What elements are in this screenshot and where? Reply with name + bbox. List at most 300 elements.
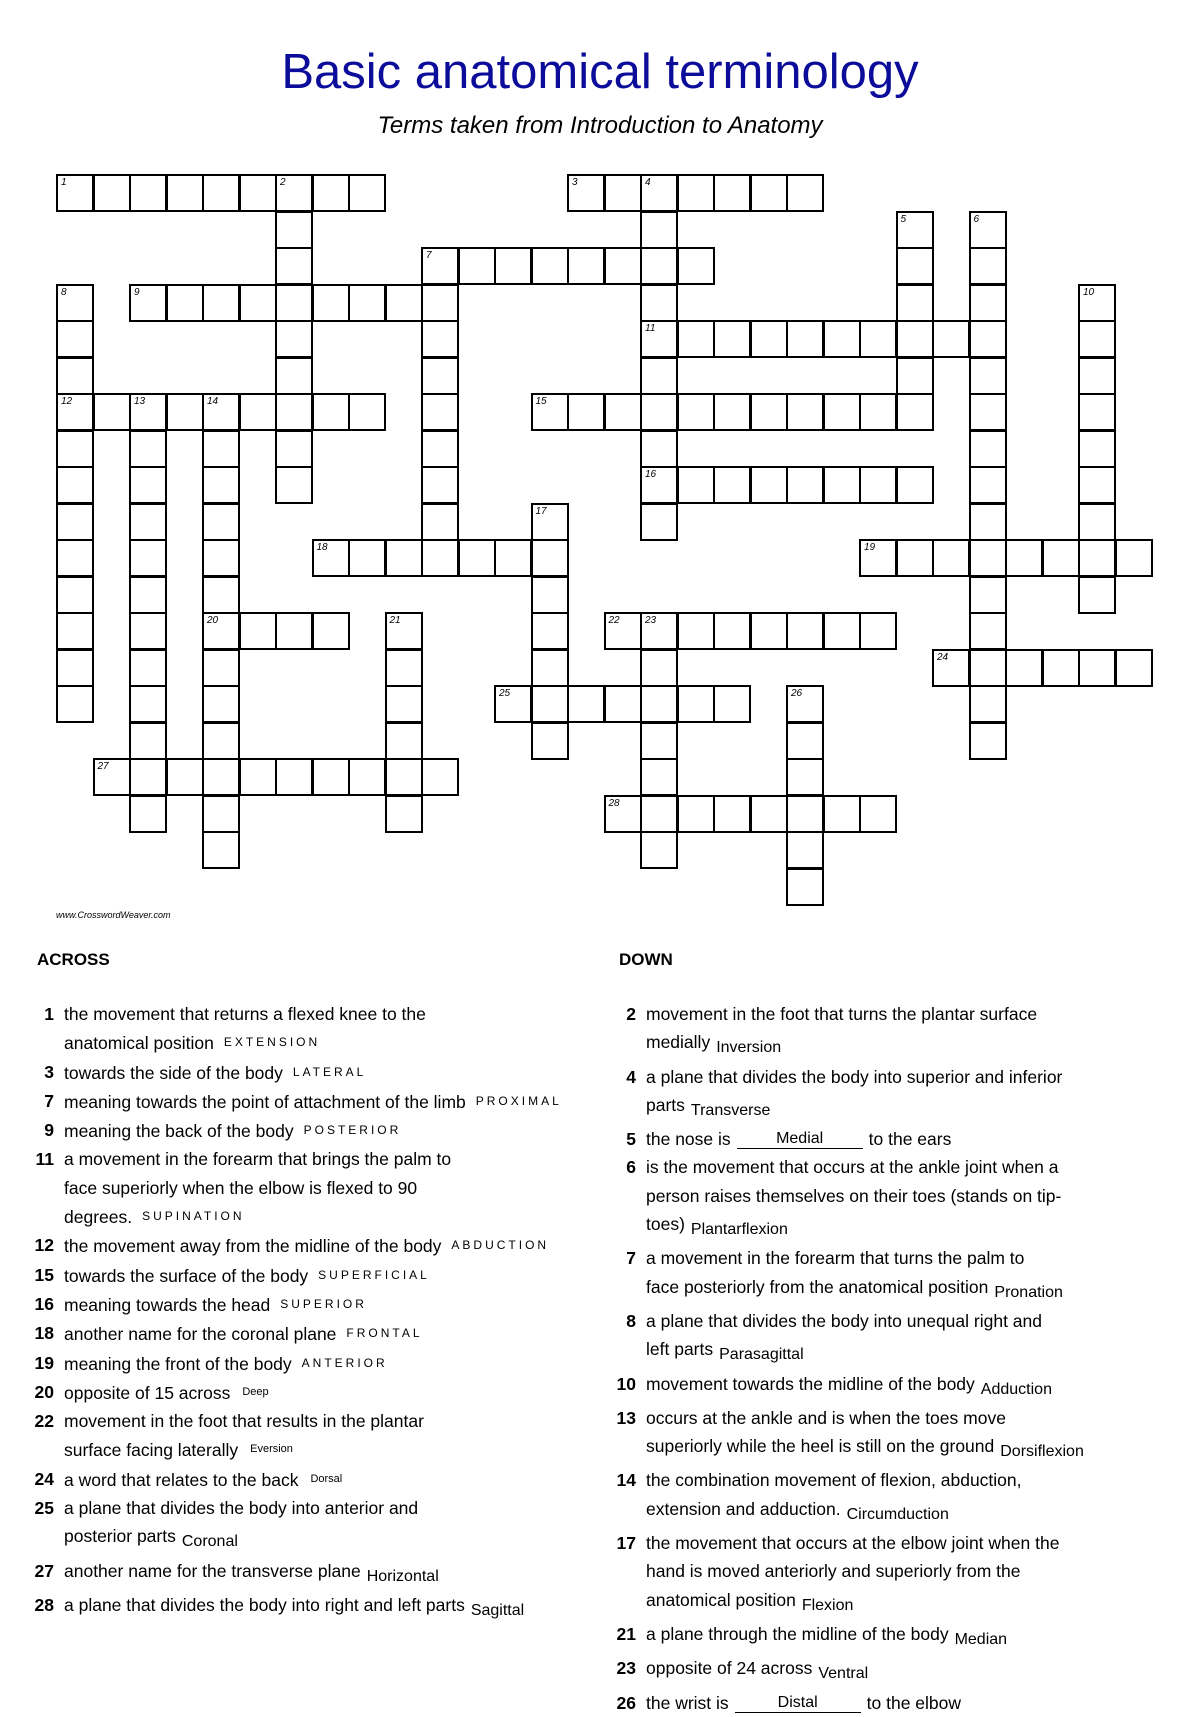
cell-number: 1	[61, 177, 67, 188]
cell-number: 3	[572, 177, 578, 188]
crossword-cell[interactable]	[56, 576, 94, 614]
crossword-cell[interactable]	[56, 685, 94, 723]
cell-number: 5	[900, 213, 907, 225]
crossword-cell[interactable]	[56, 503, 94, 541]
crossword-cell[interactable]	[421, 357, 459, 395]
across-clue-3	[28, 1058, 588, 1087]
clue-answer[interactable]: Horizontal	[366, 1567, 439, 1585]
crossword-cell[interactable]	[202, 576, 240, 614]
crossword-cell[interactable]	[1115, 539, 1153, 577]
crossword-cell[interactable]	[677, 795, 715, 833]
crossword-cell[interactable]	[275, 430, 313, 468]
crossword-cell[interactable]	[640, 649, 678, 687]
crossword-cell[interactable]	[1078, 539, 1116, 577]
crossword-cell[interactable]	[275, 612, 313, 650]
crossword-cell[interactable]	[531, 503, 569, 541]
cell-number: 18	[316, 542, 328, 553]
crossword-cell[interactable]	[129, 466, 167, 504]
crossword-cell[interactable]	[969, 211, 1007, 249]
crossword-cell[interactable]	[1078, 393, 1116, 431]
crossword-cell[interactable]	[56, 430, 94, 468]
down-clue-2	[610, 1000, 1170, 1063]
crossword-cell[interactable]	[640, 247, 678, 285]
across-clue-24	[28, 1465, 588, 1494]
cell-number: 8	[61, 286, 67, 298]
crossword-cell[interactable]	[859, 612, 897, 650]
crossword-cell[interactable]	[932, 320, 970, 358]
crossword-cell[interactable]	[458, 247, 496, 285]
clue-text-line: face posteriorly from the anatomical position Pronation	[646, 1276, 1063, 1301]
crossword-cell[interactable]	[348, 174, 386, 212]
clue-answer[interactable]: Adduction	[980, 1380, 1052, 1398]
clue-text-line: extension and adduction. Circumduction	[646, 1498, 949, 1523]
clue-number: 4	[626, 1066, 636, 1087]
clue-text: to the ears	[868, 1129, 952, 1150]
crossword-cell[interactable]	[312, 758, 350, 796]
crossword-cell[interactable]	[129, 612, 167, 650]
crossword-cell[interactable]	[786, 795, 824, 833]
clue-text-line: superiorly while the heel is still on the ground Dorsiflexion	[646, 1436, 1084, 1461]
crossword-cell[interactable]	[640, 722, 678, 760]
clue-answer[interactable]: SUPERFICIAL	[318, 1267, 430, 1282]
crossword-cell[interactable]	[166, 758, 204, 796]
crossword-cell[interactable]	[93, 758, 131, 796]
crossword-cell[interactable]	[202, 758, 240, 796]
down-clue-14	[610, 1466, 1170, 1529]
crossword-cell[interactable]	[56, 393, 94, 431]
crossword-cell[interactable]	[969, 612, 1007, 650]
crossword-cell[interactable]	[348, 393, 386, 431]
crossword-cell[interactable]	[932, 649, 970, 687]
crossword-cell[interactable]	[56, 320, 94, 358]
clue-answer[interactable]: Plantarflexion	[690, 1221, 788, 1239]
crossword-cell[interactable]	[421, 393, 459, 431]
clue-answer[interactable]: ABDUCTION	[451, 1238, 550, 1253]
crossword-cell[interactable]	[896, 211, 934, 249]
crossword-cell[interactable]	[604, 612, 642, 650]
crossword-cell[interactable]	[859, 539, 897, 577]
clue-text-line: the movement that returns a flexed knee to the	[64, 1004, 426, 1024]
clue-answer[interactable]: SUPINATION	[142, 1209, 245, 1224]
crossword-cell[interactable]	[275, 393, 313, 431]
crossword-cell[interactable]	[750, 320, 788, 358]
down-clue-17	[610, 1529, 1170, 1620]
crossword-cell[interactable]	[750, 795, 788, 833]
crossword-cell[interactable]	[823, 612, 861, 650]
crossword-cell[interactable]	[275, 247, 313, 285]
crossword-cell[interactable]	[56, 174, 94, 212]
down-clue-26	[610, 1689, 1170, 1717]
crossword-cell[interactable]	[348, 284, 386, 322]
crossword-cell[interactable]	[202, 284, 240, 322]
crossword-cell[interactable]	[640, 211, 678, 249]
crossword-cell[interactable]	[786, 758, 824, 796]
crossword-cell[interactable]	[859, 795, 897, 833]
crossword-cell[interactable]	[421, 466, 459, 504]
clue-answer[interactable]: SUPERIOR	[280, 1296, 367, 1311]
crossword-cell[interactable]	[677, 174, 715, 212]
crossword-cell[interactable]	[713, 320, 751, 358]
crossword-cell[interactable]	[166, 393, 204, 431]
clue-text-line: another name for the transverse plane Horizontal	[64, 1560, 439, 1585]
crossword-cell[interactable]	[494, 685, 532, 723]
clue-number: 13	[616, 1407, 636, 1428]
crossword-cell[interactable]	[239, 758, 277, 796]
clue-answer[interactable]: Median	[954, 1630, 1008, 1648]
clue-text-line: movement in the foot that results in the plantar	[64, 1411, 424, 1432]
crossword-cell[interactable]	[750, 393, 788, 431]
clue-answer[interactable]: EXTENSION	[223, 1035, 321, 1050]
clue-answer[interactable]: Sagittal	[470, 1601, 525, 1619]
crossword-cell[interactable]	[786, 612, 824, 650]
crossword-cell[interactable]	[713, 174, 751, 212]
crossword-cell[interactable]	[494, 539, 532, 577]
crossword-cell[interactable]	[640, 795, 678, 833]
crossword-cell[interactable]	[166, 174, 204, 212]
crossword-cell[interactable]	[1078, 503, 1116, 541]
crossword-cell[interactable]	[385, 758, 423, 796]
crossword-cell[interactable]	[202, 174, 240, 212]
clue-text-line: posterior parts Coronal	[64, 1526, 238, 1551]
crossword-cell[interactable]	[786, 320, 824, 358]
crossword-cell[interactable]	[312, 284, 350, 322]
crossword-cell[interactable]	[421, 539, 459, 577]
crossword-cell[interactable]	[567, 247, 605, 285]
down-clue-8	[610, 1307, 1170, 1370]
crossword-cell[interactable]	[1078, 576, 1116, 614]
crossword-cell[interactable]	[969, 247, 1007, 285]
crossword-cell[interactable]	[896, 357, 934, 395]
clue-number: 2	[626, 1004, 636, 1024]
crossword-cell[interactable]	[275, 211, 313, 249]
crossword-cell[interactable]	[1078, 320, 1116, 358]
crossword-cell[interactable]	[385, 649, 423, 687]
crossword-cell[interactable]	[202, 831, 240, 869]
across-clue-12	[28, 1231, 588, 1260]
crossword-cell[interactable]	[531, 576, 569, 614]
crossword-cell[interactable]	[677, 685, 715, 723]
crossword-cell[interactable]	[713, 466, 751, 504]
clue-number: 27	[34, 1560, 54, 1581]
crossword-cell[interactable]	[531, 393, 569, 431]
clue-number: 28	[34, 1594, 54, 1615]
crossword-cell[interactable]	[750, 612, 788, 650]
across-clue-22	[28, 1407, 588, 1465]
clue-text-line: medially Inversion	[646, 1032, 782, 1057]
crossword-cell[interactable]	[640, 758, 678, 796]
crossword-cell[interactable]	[567, 393, 605, 431]
across-clue-11	[28, 1145, 588, 1231]
crossword-cell[interactable]	[1042, 649, 1080, 687]
crossword-cell[interactable]	[1115, 649, 1153, 687]
crossword-cell[interactable]	[969, 685, 1007, 723]
crossword-cell[interactable]	[604, 685, 642, 723]
clue-answer[interactable]: Transverse	[690, 1101, 771, 1119]
crossword-cell[interactable]	[640, 831, 678, 869]
crossword-cell[interactable]	[531, 685, 569, 723]
crossword-cell[interactable]	[202, 722, 240, 760]
crossword-cell[interactable]	[202, 430, 240, 468]
crossword-cell[interactable]	[202, 795, 240, 833]
crossword-cell[interactable]	[969, 357, 1007, 395]
crossword-cell[interactable]	[859, 466, 897, 504]
clue-answer[interactable]: Dorsiflexion	[1000, 1443, 1084, 1461]
crossword-cell[interactable]	[202, 649, 240, 687]
crossword-cell[interactable]	[567, 685, 605, 723]
clue-answer[interactable]: Flexion	[801, 1596, 854, 1614]
crossword-cell[interactable]	[1078, 284, 1116, 322]
clue-number: 23	[616, 1658, 636, 1679]
crossword-cell[interactable]	[1078, 357, 1116, 395]
clue-answer[interactable]: LATERAL	[292, 1064, 367, 1079]
crossword-cell[interactable]	[969, 393, 1007, 431]
crossword-cell[interactable]	[677, 320, 715, 358]
crossword-cell[interactable]	[677, 393, 715, 431]
clue-text-line: occurs at the ankle and is when the toes move	[646, 1407, 1006, 1428]
crossword-cell[interactable]	[166, 284, 204, 322]
crossword-cell[interactable]	[129, 685, 167, 723]
clue-answer[interactable]: Parasagittal	[719, 1346, 804, 1364]
crossword-cell[interactable]	[129, 430, 167, 468]
clue-answer[interactable]: Eversion	[250, 1443, 293, 1456]
crossword-cell[interactable]	[1005, 539, 1043, 577]
crossword-cell[interactable]	[129, 649, 167, 687]
crossword-cell[interactable]	[969, 466, 1007, 504]
crossword-cell[interactable]	[421, 284, 459, 322]
crossword-cell[interactable]	[604, 247, 642, 285]
crossword-cell[interactable]	[1078, 466, 1116, 504]
clue-answer[interactable]: Coronal	[181, 1533, 238, 1551]
across-clue-16	[28, 1290, 588, 1319]
crossword-cell[interactable]	[640, 503, 678, 541]
crossword-cell[interactable]	[713, 612, 751, 650]
crossword-cell[interactable]	[640, 357, 678, 395]
crossword-cell[interactable]	[129, 758, 167, 796]
crossword-cell[interactable]	[969, 320, 1007, 358]
crossword-cell[interactable]	[823, 320, 861, 358]
crossword-cell[interactable]	[348, 539, 386, 577]
clue-answer[interactable]: FRONTAL	[346, 1326, 423, 1341]
crossword-cell[interactable]	[56, 649, 94, 687]
crossword-cell[interactable]	[677, 612, 715, 650]
crossword-cell[interactable]	[202, 503, 240, 541]
crossword-cell[interactable]	[1042, 539, 1080, 577]
crossword-cell[interactable]	[969, 430, 1007, 468]
crossword-cell[interactable]	[640, 685, 678, 723]
clue-number: 1	[44, 1004, 54, 1024]
across-clue-25	[28, 1494, 588, 1557]
crossword-cell[interactable]	[677, 247, 715, 285]
crossword-cell[interactable]	[239, 393, 277, 431]
clue-text-line: meaning the front of the body ANTERIOR	[64, 1353, 388, 1374]
cell-number: 4	[645, 177, 651, 188]
crossword-cell[interactable]	[713, 685, 751, 723]
crossword-cell[interactable]	[786, 722, 824, 760]
crossword-cell[interactable]	[93, 174, 131, 212]
crossword-cell[interactable]	[348, 758, 386, 796]
crossword-cell[interactable]	[129, 722, 167, 760]
crossword-cell[interactable]	[202, 612, 240, 650]
crossword-cell[interactable]	[129, 576, 167, 614]
clue-answer-blank[interactable]: Distal	[735, 1694, 861, 1713]
clue-answer[interactable]: Pronation	[994, 1283, 1063, 1301]
crossword-cell[interactable]	[823, 795, 861, 833]
clue-answer[interactable]: Ventral	[818, 1665, 869, 1683]
crossword-cell[interactable]	[421, 430, 459, 468]
crossword-cell[interactable]	[604, 795, 642, 833]
clue-answer[interactable]: Dorsal	[310, 1472, 343, 1485]
clue-answer[interactable]: Deep	[242, 1385, 269, 1398]
crossword-cell[interactable]	[640, 612, 678, 650]
crossword-cell[interactable]	[896, 247, 934, 285]
crossword-cell[interactable]	[421, 503, 459, 541]
crossword-cell[interactable]	[713, 795, 751, 833]
clue-answer[interactable]: POSTERIOR	[303, 1123, 402, 1138]
crossword-cell[interactable]	[786, 393, 824, 431]
clue-number: 7	[626, 1248, 636, 1269]
crossword-cell[interactable]	[129, 503, 167, 541]
crossword-cell[interactable]	[56, 357, 94, 395]
crossword-cell[interactable]	[202, 685, 240, 723]
crossword-cell[interactable]	[385, 685, 423, 723]
crossword-cell[interactable]	[604, 393, 642, 431]
crossword-cell[interactable]	[421, 320, 459, 358]
crossword-cell[interactable]	[275, 357, 313, 395]
down-clue-10	[610, 1370, 1170, 1404]
crossword-cell[interactable]	[239, 284, 277, 322]
crossword-cell[interactable]	[896, 393, 934, 431]
clue-text-line: a word that relates to the back $^{Dorsal}$	[64, 1469, 343, 1490]
crossword-cell[interactable]	[750, 466, 788, 504]
crossword-cell[interactable]	[567, 174, 605, 212]
crossword-cell[interactable]	[93, 393, 131, 431]
crossword-cell[interactable]	[129, 539, 167, 577]
crossword-cell[interactable]	[786, 466, 824, 504]
crossword-cell[interactable]	[969, 576, 1007, 614]
crossword-cell[interactable]	[421, 247, 459, 285]
crossword-cell[interactable]	[786, 174, 824, 212]
crossword-cell[interactable]	[239, 612, 277, 650]
clue-answer[interactable]: Inversion	[716, 1039, 782, 1057]
crossword-cell[interactable]	[640, 393, 678, 431]
crossword-cell[interactable]	[531, 612, 569, 650]
clue-number: 25	[34, 1498, 54, 1519]
crossword-cell[interactable]	[640, 320, 678, 358]
crossword-cell[interactable]	[494, 247, 532, 285]
crossword-cell[interactable]	[202, 466, 240, 504]
crossword-cell[interactable]	[640, 430, 678, 468]
clue-answer[interactable]: ANTERIOR	[301, 1355, 388, 1370]
crossword-cell[interactable]	[604, 174, 642, 212]
crossword-cell[interactable]	[640, 466, 678, 504]
clue-number: 12	[34, 1235, 54, 1256]
clue-answer[interactable]: PROXIMAL	[475, 1093, 562, 1108]
clue-answer-blank[interactable]: Medial	[737, 1130, 863, 1149]
across-clue-1	[28, 1000, 588, 1058]
crossword-cell[interactable]	[56, 612, 94, 650]
across-clue-18	[28, 1319, 588, 1348]
crossword-cell[interactable]	[786, 831, 824, 869]
crossword-cell[interactable]	[969, 649, 1007, 687]
crossword-cell[interactable]	[202, 539, 240, 577]
crossword-cell[interactable]	[385, 284, 423, 322]
crossword-cell[interactable]	[896, 320, 934, 358]
crossword-cell[interactable]	[823, 466, 861, 504]
cell-number: 26	[791, 688, 803, 699]
crossword-cell[interactable]	[677, 466, 715, 504]
crossword-cell[interactable]	[896, 466, 934, 504]
crossword-cell[interactable]	[239, 174, 277, 212]
crossword-cell[interactable]	[713, 393, 751, 431]
crossword-cell[interactable]	[421, 758, 459, 796]
crossword-cell[interactable]	[969, 503, 1007, 541]
cell-number: 12	[61, 396, 73, 407]
crossword-cell[interactable]	[896, 539, 934, 577]
crossword-cell[interactable]	[385, 612, 423, 650]
crossword-cell[interactable]	[56, 539, 94, 577]
crossword-cell[interactable]	[275, 284, 313, 322]
crossword-cell[interactable]	[275, 466, 313, 504]
crossword-cell[interactable]	[312, 174, 350, 212]
crossword-cell[interactable]	[932, 539, 970, 577]
crossword-cell[interactable]	[312, 393, 350, 431]
crossword-cell[interactable]	[129, 393, 167, 431]
crossword-cell[interactable]	[823, 393, 861, 431]
crossword-cell[interactable]	[129, 174, 167, 212]
crossword-cell[interactable]	[275, 174, 313, 212]
crossword-cell[interactable]	[969, 539, 1007, 577]
crossword-cell[interactable]	[786, 685, 824, 723]
down-clue-23	[610, 1654, 1170, 1688]
clue-number: 5	[626, 1129, 636, 1150]
crossword-cell[interactable]	[385, 795, 423, 833]
crossword-cell[interactable]	[859, 393, 897, 431]
crossword-cell[interactable]	[312, 612, 350, 650]
crossword-cell[interactable]	[312, 539, 350, 577]
crossword-cell[interactable]	[202, 393, 240, 431]
crossword-cell[interactable]	[1078, 430, 1116, 468]
crossword-cell[interactable]	[531, 649, 569, 687]
crossword-cell[interactable]	[531, 247, 569, 285]
crossword-cell[interactable]	[531, 539, 569, 577]
crossword-cell[interactable]	[640, 174, 678, 212]
clue-number: 8	[626, 1310, 636, 1331]
crossword-cell[interactable]	[786, 868, 824, 906]
crossword-cell[interactable]	[896, 284, 934, 322]
crossword-cell[interactable]	[56, 284, 94, 322]
crossword-cell[interactable]	[640, 284, 678, 322]
crossword-cell[interactable]	[1005, 649, 1043, 687]
clue-text-line: left parts Parasagittal	[646, 1339, 804, 1364]
crossword-cell[interactable]	[56, 466, 94, 504]
crossword-cell[interactable]	[129, 284, 167, 322]
crossword-cell[interactable]	[458, 539, 496, 577]
crossword-cell[interactable]	[129, 795, 167, 833]
crossword-cell[interactable]	[385, 539, 423, 577]
crossword-cell[interactable]	[969, 284, 1007, 322]
crossword-cell[interactable]	[275, 758, 313, 796]
crossword-cell[interactable]	[275, 320, 313, 358]
clue-number: 6	[626, 1157, 636, 1178]
crossword-cell[interactable]	[859, 320, 897, 358]
clue-answer[interactable]: Circumduction	[846, 1505, 949, 1523]
crossword-cell[interactable]	[385, 722, 423, 760]
crossword-cell[interactable]	[1078, 649, 1116, 687]
crossword-cell[interactable]	[969, 722, 1007, 760]
down-clue-4	[610, 1063, 1170, 1126]
crossword-cell[interactable]	[750, 174, 788, 212]
crossword-cell[interactable]	[531, 722, 569, 760]
